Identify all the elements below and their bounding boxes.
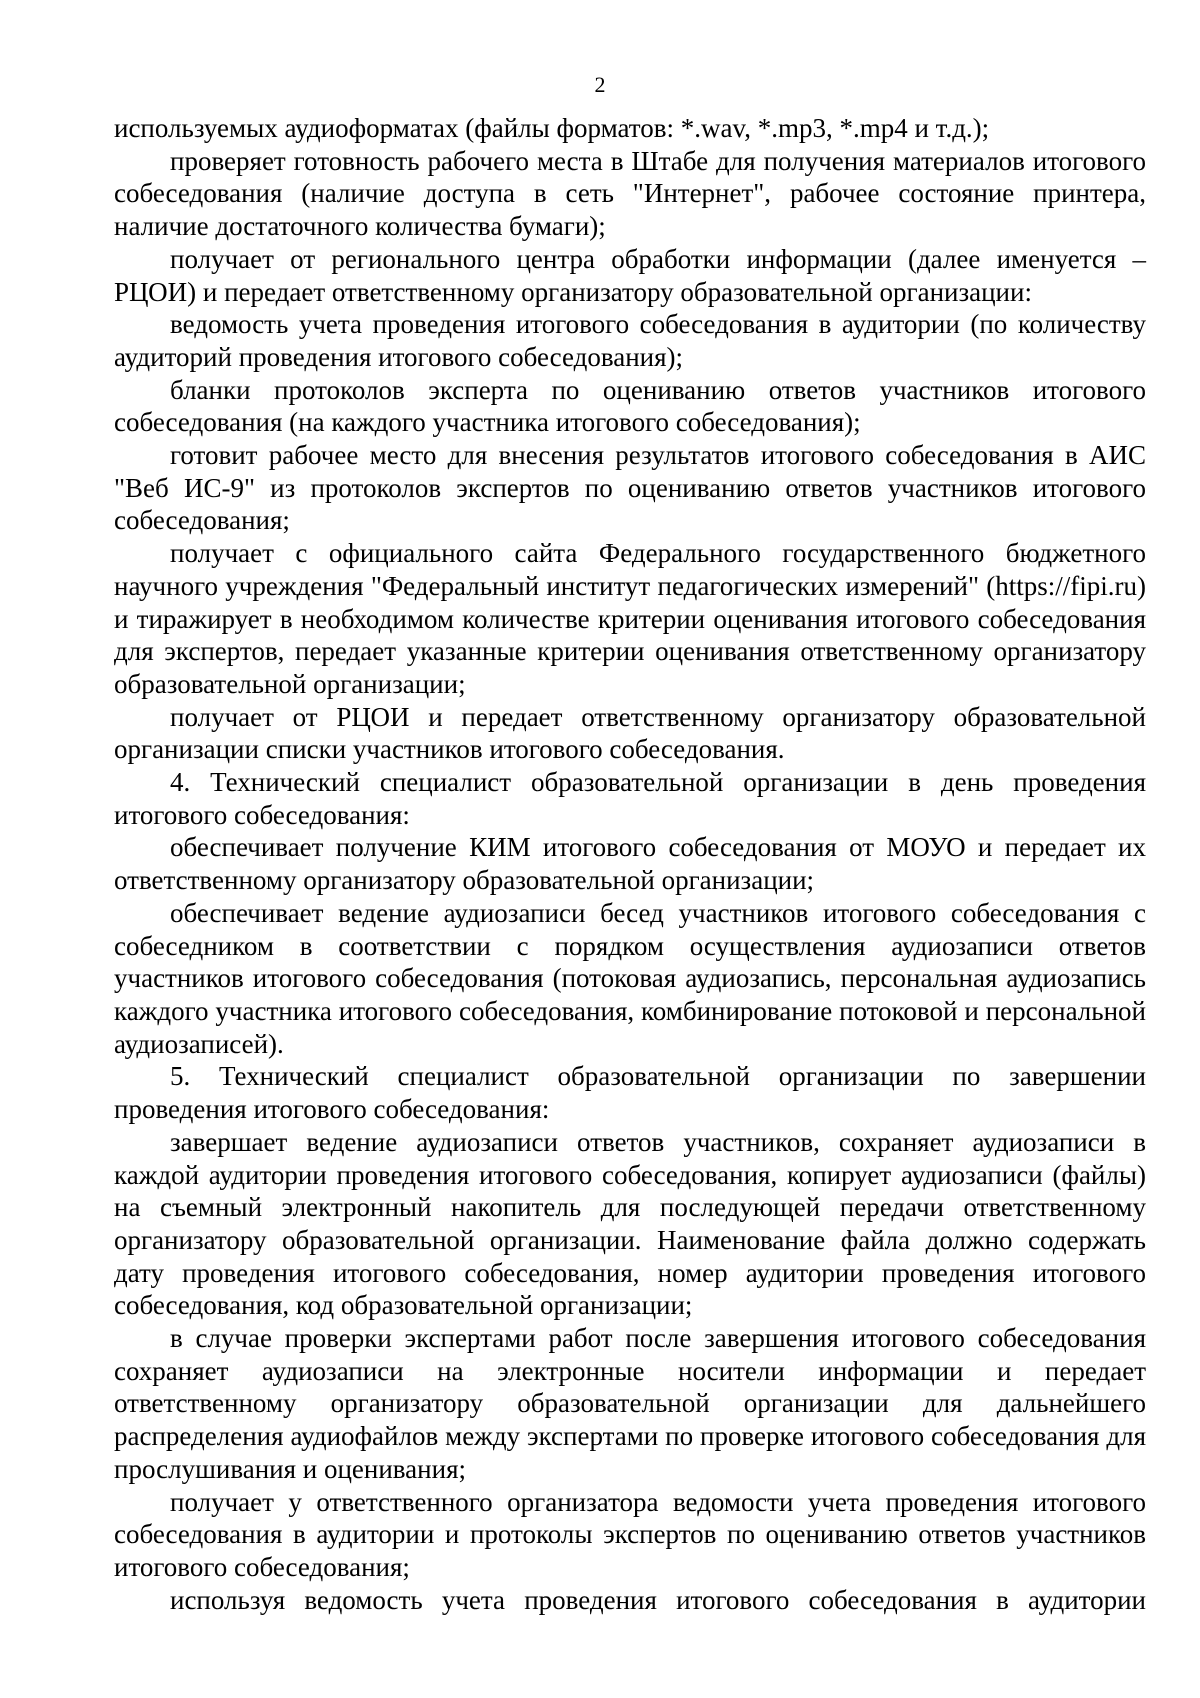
paragraph-expert-check-after: в случае проверки экспертами работ после завершения итогового собеседования сохраняет аудиозаписи на электронные носители информации и передает ответственному организатору образовательной организации для дальнейшего распределения аудиофайлов между экспертами по проверке итогового собеседования для прослушивания и оценивания; [114, 1323, 1146, 1484]
paragraph-item-4-heading: 4. Технический специалист образовательной организации в день проведения итогового собеседования: [114, 767, 1146, 830]
document-body [114, 112, 1146, 1616]
page-number: 2 [594, 72, 606, 97]
paragraph-check-workplace: проверяет готовность рабочего места в Штабе для получения материалов итогового собеседования (наличие доступа в сеть "Интернет", рабочее состояние принтера, наличие достаточного количества бумаги); [114, 145, 1146, 242]
paragraph-item-5-heading: 5. Технический специалист образовательной организации по завершении проведения итогового собеседования: [114, 1061, 1146, 1125]
paragraph-attendance-sheet: ведомость учета проведения итогового собеседования в аудитории (по количеству аудиторий проведения итогового собеседования); [114, 309, 1146, 372]
paragraph-audio-formats-continuation: используемых аудиоформатах (файлы форматов: *.wav, *.mp3, *.mp4 и т.д.); [114, 113, 990, 143]
paragraph-kim-delivery: обеспечивает получение КИМ итогового собеседования от МОУО и передает их ответственному организатору образовательной организации; [114, 832, 1146, 896]
paragraph-fipi-criteria: получает с официального сайта Федерального государственного бюджетного научного учреждения "Федеральный институт педагогических измерений" (https://fipi.ru) и тиражирует в необходимом количестве критерии оценивания итогового собеседования для экспертов, передает указанные критерии оценивания ответственному организатору образовательной организации; [114, 538, 1146, 699]
paragraph-audio-recording: обеспечивает ведение аудиозаписи бесед участников итогового собеседования с собеседником в соответствии с порядком осуществления аудиозаписи ответов участников итогового собеседования (потоковая аудиозапись, персональная аудиозапись каждого участника итогового собеседования, комбинирование потоковой и персональной аудиозаписей). [114, 897, 1146, 1059]
paragraph-using-attendance-sheet: используя ведомость учета проведения итогового собеседования в аудитории [170, 1584, 1146, 1615]
paragraph-receive-from-rcoi: получает от регионального центра обработки информации (далее именуется – РЦОИ) и передает ответственному организатору образовательной организации: [114, 243, 1146, 307]
paragraph-receive-sheets: получает у ответственного организатора ведомости учета проведения итогового собеседования в аудитории и протоколы экспертов по оцениванию ответов участников итогового собеседования; [114, 1486, 1146, 1582]
paragraph-expert-protocol-forms: бланки протоколов эксперта по оцениванию ответов участников итогового собеседования (на каждого участника итогового собеседования); [114, 374, 1146, 438]
paragraph-finish-recording: завершает ведение аудиозаписи ответов участников, сохраняет аудиозаписи в каждой аудитории проведения итогового собеседования, копирует аудиозаписи (файлы) на съемный электронный накопитель для последующей передачи ответственному организатору образовательной организации. Наименование файла должно содержать дату проведения итогового собеседования, номер аудитории проведения итогового собеседования, код образовательной организации; [114, 1126, 1146, 1321]
paragraph-prepare-ais-workplace: готовит рабочее место для внесения результатов итогового собеседования в АИС "Веб ИС-9" из протоколов экспертов по оцениванию ответов участников итогового собеседования; [114, 440, 1146, 536]
paragraph-participant-lists: получает от РЦОИ и передает ответственному организатору образовательной организации списки участников итогового собеседования. [114, 701, 1146, 765]
